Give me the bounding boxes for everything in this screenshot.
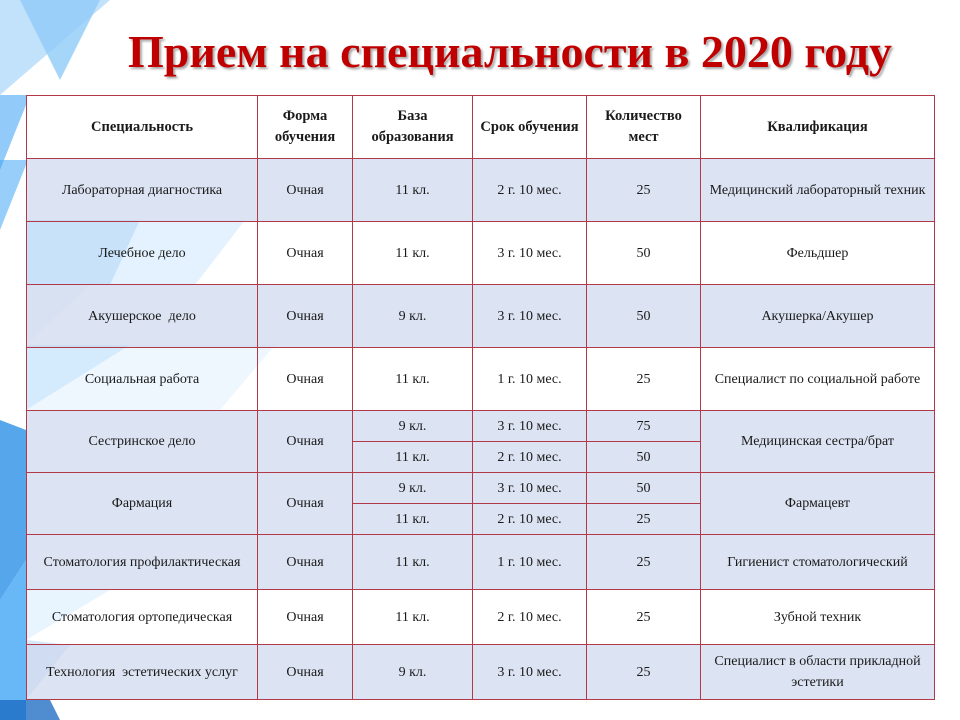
table-row [27, 411, 935, 442]
table-row [27, 222, 935, 285]
study-term: 3 г. 10 мес. [473, 411, 587, 442]
seats-count: 50 [587, 473, 701, 504]
seats-count: 50 [587, 285, 701, 348]
specialty-name: Акушерское дело [27, 285, 258, 348]
specialty-name: Стоматология профилактическая [27, 535, 258, 590]
education-base: 9 кл. [353, 473, 473, 504]
specialties-table [26, 95, 935, 700]
qualification: Гигиенист стоматологический [701, 535, 935, 590]
study-form: Очная [258, 222, 353, 285]
table-row [27, 348, 935, 411]
education-base: 11 кл. [353, 348, 473, 411]
education-base: 11 кл. [353, 590, 473, 645]
study-term: 1 г. 10 мес. [473, 348, 587, 411]
table-row [27, 473, 935, 504]
seats-count: 25 [587, 535, 701, 590]
qualification: Фельдшер [701, 222, 935, 285]
study-term: 2 г. 10 мес. [473, 590, 587, 645]
header-seats: Количество мест [587, 96, 701, 159]
table-header-row [27, 96, 935, 159]
study-form: Очная [258, 473, 353, 535]
seats-count: 25 [587, 348, 701, 411]
study-term: 2 г. 10 мес. [473, 442, 587, 473]
education-base: 11 кл. [353, 222, 473, 285]
study-term: 2 г. 10 мес. [473, 504, 587, 535]
specialty-name: Лечебное дело [27, 222, 258, 285]
education-base: 9 кл. [353, 645, 473, 700]
specialty-name: Сестринское дело [27, 411, 258, 473]
seats-count: 25 [587, 645, 701, 700]
page-title: Прием на специальности в 2020 году [128, 26, 893, 77]
specialty-name: Фармация [27, 473, 258, 535]
study-form: Очная [258, 411, 353, 473]
seats-count: 25 [587, 504, 701, 535]
study-form: Очная [258, 159, 353, 222]
study-term: 3 г. 10 мес. [473, 473, 587, 504]
specialty-name: Социальная работа [27, 348, 258, 411]
study-form: Очная [258, 590, 353, 645]
qualification: Акушерка/Акушер [701, 285, 935, 348]
study-term: 3 г. 10 мес. [473, 645, 587, 700]
seats-count: 50 [587, 442, 701, 473]
seats-count: 25 [587, 590, 701, 645]
header-specialty: Специальность [27, 96, 258, 159]
education-base: 11 кл. [353, 442, 473, 473]
study-term: 2 г. 10 мес. [473, 159, 587, 222]
education-base: 11 кл. [353, 504, 473, 535]
seats-count: 50 [587, 222, 701, 285]
study-form: Очная [258, 348, 353, 411]
education-base: 11 кл. [353, 535, 473, 590]
seats-count: 75 [587, 411, 701, 442]
specialty-name: Технология эстетических услуг [27, 645, 258, 700]
qualification: Специалист в области прикладной эстетики [701, 645, 935, 700]
table-row [27, 590, 935, 645]
header-base: База образования [353, 96, 473, 159]
qualification: Зубной техник [701, 590, 935, 645]
table-row [27, 645, 935, 700]
header-form: Форма обучения [258, 96, 353, 159]
table-row [27, 159, 935, 222]
qualification: Медицинская сестра/брат [701, 411, 935, 473]
study-form: Очная [258, 645, 353, 700]
education-base: 11 кл. [353, 159, 473, 222]
qualification: Специалист по социальной работе [701, 348, 935, 411]
qualification: Медицинский лабораторный техник [701, 159, 935, 222]
specialty-name: Стоматология ортопедическая [27, 590, 258, 645]
header-term: Срок обучения [473, 96, 587, 159]
education-base: 9 кл. [353, 411, 473, 442]
table-row [27, 535, 935, 590]
study-term: 1 г. 10 мес. [473, 535, 587, 590]
study-form: Очная [258, 535, 353, 590]
study-term: 3 г. 10 мес. [473, 285, 587, 348]
header-qualification: Квалификация [701, 96, 935, 159]
study-term: 3 г. 10 мес. [473, 222, 587, 285]
specialty-name: Лабораторная диагностика [27, 159, 258, 222]
seats-count: 25 [587, 159, 701, 222]
qualification: Фармацевт [701, 473, 935, 535]
education-base: 9 кл. [353, 285, 473, 348]
table-row [27, 285, 935, 348]
study-form: Очная [258, 285, 353, 348]
